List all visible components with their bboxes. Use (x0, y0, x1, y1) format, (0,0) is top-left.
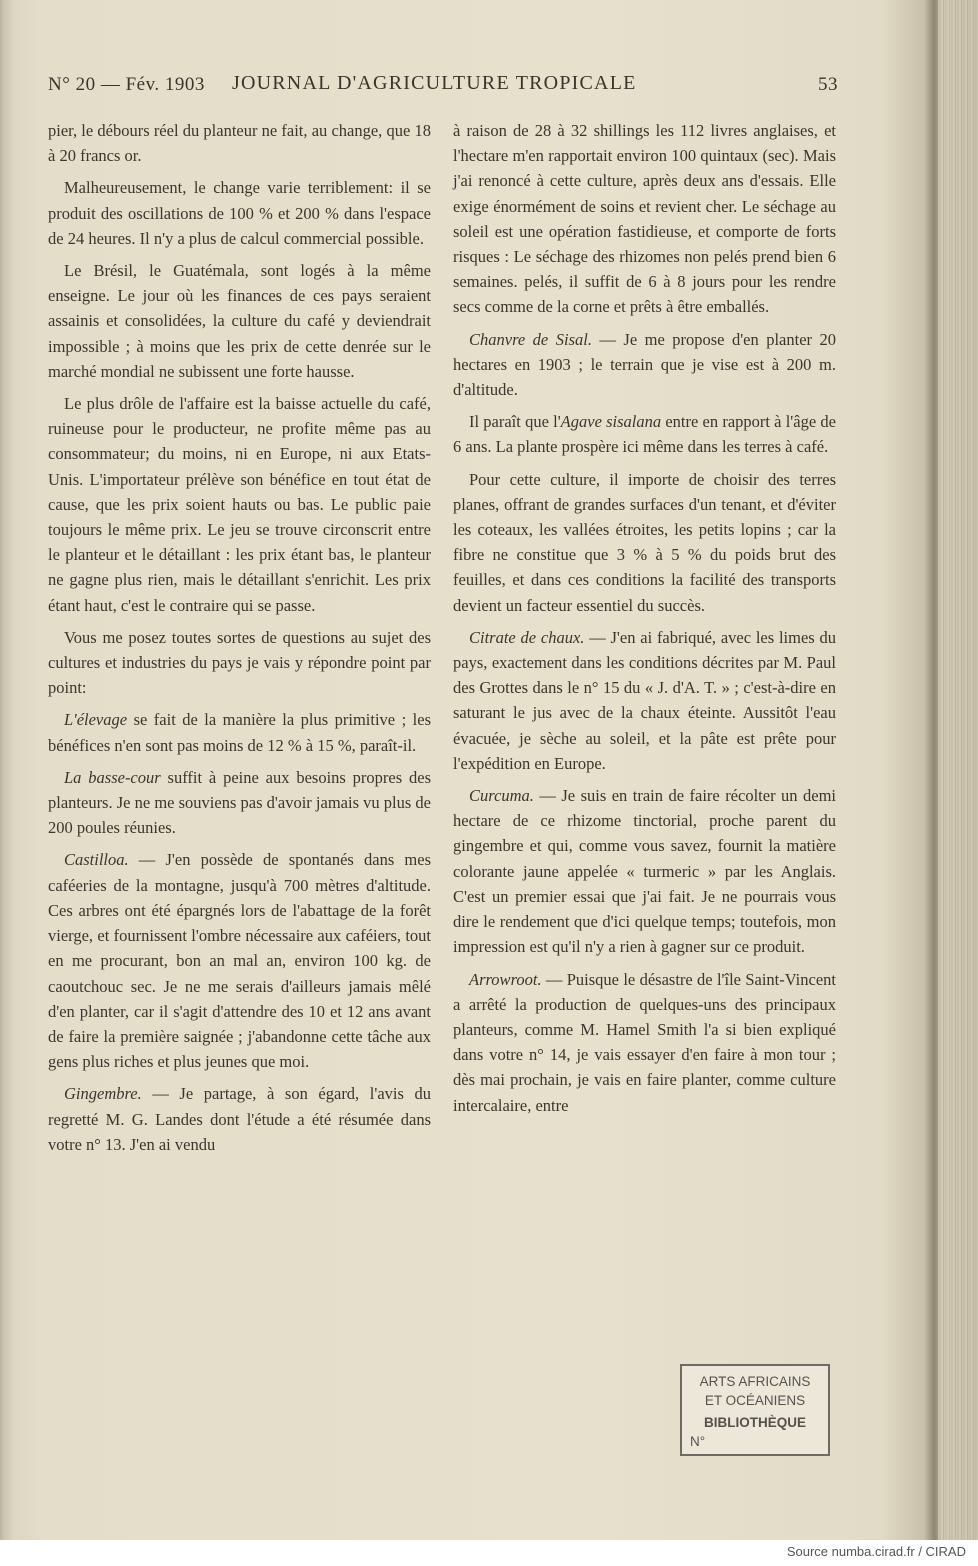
paragraph: à raison de 28 à 32 shillings les 112 livres anglaises, et l'hectare m'en rapportait environ 100 quintaux (sec). Mais j'ai renoncé à cette culture, après deux ans d'essais. Elle exige énormément de soins et revient cher. Le séchage au soleil est une opération fastidieuse, et comporte de forts risques : Le séchage des rhizomes non pelés prend bien 6 semaines. pelés, il suffit de 6 à 8 jours pour les rendre secs comme de la corne et prêts à être emballés. (453, 121, 836, 317)
issue-label: N° 20 — Fév. 1903 (48, 74, 205, 95)
stamp-number: N° (690, 1434, 706, 1449)
section-lead: Curcuma. (469, 786, 534, 806)
paragraph: Curcuma. — Je suis en train de faire récolter un demi hectare de ce rhizome tinctorial, proche parent du gingembre et qui, comme vous savez, fournit la matière colorante jaune appelée « turmeric » par les Anglais. C'est un premier essai que j'ai fait. Je ne pourrais vous dire le rendement que d'ici quelque temps; toutefois, mon impression est qu'il n'y a rien à gagner sur ce produit. (453, 786, 836, 957)
paragraph: Castilloa. — J'en possède de spontanés dans mes caféeries de la montagne, jusqu'à 700 mètres d'altitude. Ces arbres ont été épargnés lors de l'abattage de la forêt vierge, et fournissent l'ombre nécessaire aux caféiers, tout en me procurant, bon an mal an, environ 100 kg. de caoutchouc sec. Je ne me serais d'ailleurs jamais mêlé d'en planter, car il s'agit d'attendre des 10 et 12 ans avant de faire la première saignée ; j'abandonne cette tâche aux gens plus riches et plus jeunes que moi. (48, 850, 431, 1072)
section-lead: Chanvre de Sisal. (469, 329, 592, 349)
paragraph: Malheureusement, le change varie terriblement: il se produit des oscillations de 100 % et 200 % dans l'espace de 24 heures. Il n'y a plus de calcul commercial possible. (48, 178, 431, 248)
paragraph: Vous me posez toutes sortes de questions au sujet des cultures et industries du pays je vais y répondre point par point: (48, 627, 431, 698)
species-name: Agave sisalana (560, 412, 662, 432)
section-lead: Arrowroot. (469, 969, 542, 989)
paragraph: Arrowroot. — Puisque le désastre de l'île Saint-Vincent a arrêté la production de quelques-uns des principaux planteurs, comme M. Hamel Smith l'a si bien expliqué dans votre n° 14, je vais essayer d'en faire à mon tour ; dès mai prochain, je vais en faire planter, comme culture intercalaire, entre (453, 969, 836, 1115)
page-number: 53 (818, 74, 838, 95)
right-column (453, 118, 836, 1125)
section-lead: L'élevage (64, 710, 128, 730)
page-edge (938, 0, 978, 1540)
paragraph: Il paraît que l'Agave sisalana entre en rapport à l'âge de 6 ans. La plante prospère ici même dans les terres à café. (453, 412, 836, 457)
paragraph: La basse-cour suffit à peine aux besoins propres des planteurs. Je ne me souviens pas d'avoir jamais vu plus de 200 poules réunies. (48, 767, 431, 838)
paragraph: Pour cette culture, il importe de choisir des terres planes, offrant de grandes surfaces d'un tenant, et d'éviter les coteaux, les vallées étroites, les petits lopins ; car la fibre ne constitue que 3 % à 5 % du poids brut des feuilles, et dans ces conditions la facilité des transports devient un facteur essentiel du succès. (453, 469, 836, 615)
stamp-line: ARTS AFRICAINS (699, 1374, 811, 1389)
paragraph: Le plus drôle de l'affaire est la baisse actuelle du café, ruineuse pour le producteur, ne profite même pas au consommateur; du moins, ni en Europe, ni aux Etats-Unis. L'importateur prélève son bénéfice en tout état de cause, que les prix soient hauts ou bas. Le public paie toujours le même prix. Le jeu se trouve circonscrit entre le planteur et le détaillant : les prix étant bas, le planteur ne gagne plus rien, mais le détaillant s'enrichit. Les prix étant haut, c'est le contraire qui se passe. (48, 394, 431, 615)
paragraph: pier, le débours réel du planteur ne fait, au change, que 18 à 20 francs or. (48, 121, 431, 166)
section-lead: La basse-cour (64, 767, 161, 787)
section-lead: Castilloa. (64, 850, 129, 870)
journal-title: JOURNAL D'AGRICULTURE TROPICALE (232, 72, 637, 94)
stamp-line: BIBLIOTHÈQUE (703, 1415, 806, 1430)
stamp-line: ET OCÉANIENS (704, 1393, 806, 1408)
library-stamp (680, 1364, 830, 1456)
left-column (48, 118, 431, 1164)
section-lead: Gingembre. (64, 1084, 142, 1104)
source-credit: Source numba.cirad.fr / CIRAD (786, 1544, 966, 1559)
paragraph: Citrate de chaux. — J'en ai fabriqué, avec les limes du pays, exactement dans les conditions décrites par M. Paul des Grottes dans le n° 15 du « J. d'A. T. » ; c'est-à-dire en saturant le jus avec de la chaux éteinte. Aussitôt l'eau évacuée, je sèche au soleil, et la pâte est prête pour l'expédition en Europe. (453, 627, 836, 773)
paragraph: L'élevage se fait de la manière la plus primitive ; les bénéfices n'en sont pas moins de 12 % à 15 %, paraît-il. (48, 710, 431, 755)
paragraph: Chanvre de Sisal. — Je me propose d'en planter 20 hectares en 1903 ; le terrain que je vise est à 200 m. d'altitude. (453, 329, 837, 400)
paragraph: Le Brésil, le Guatémala, sont logés à la même enseigne. Le jour où les finances de ces pays seraient assainis et consolidées, la culture du café y deviendrait impossible ; à moins que les prix de cette denrée sur le marché mondial ne subissent une forte hausse. (48, 261, 431, 381)
paragraph: Gingembre. — Je partage, à son égard, l'avis du regretté M. G. Landes dont l'étude a été résumée dans votre n° 13. J'en ai vendu (48, 1084, 431, 1154)
section-lead: Citrate de chaux. (469, 627, 585, 647)
